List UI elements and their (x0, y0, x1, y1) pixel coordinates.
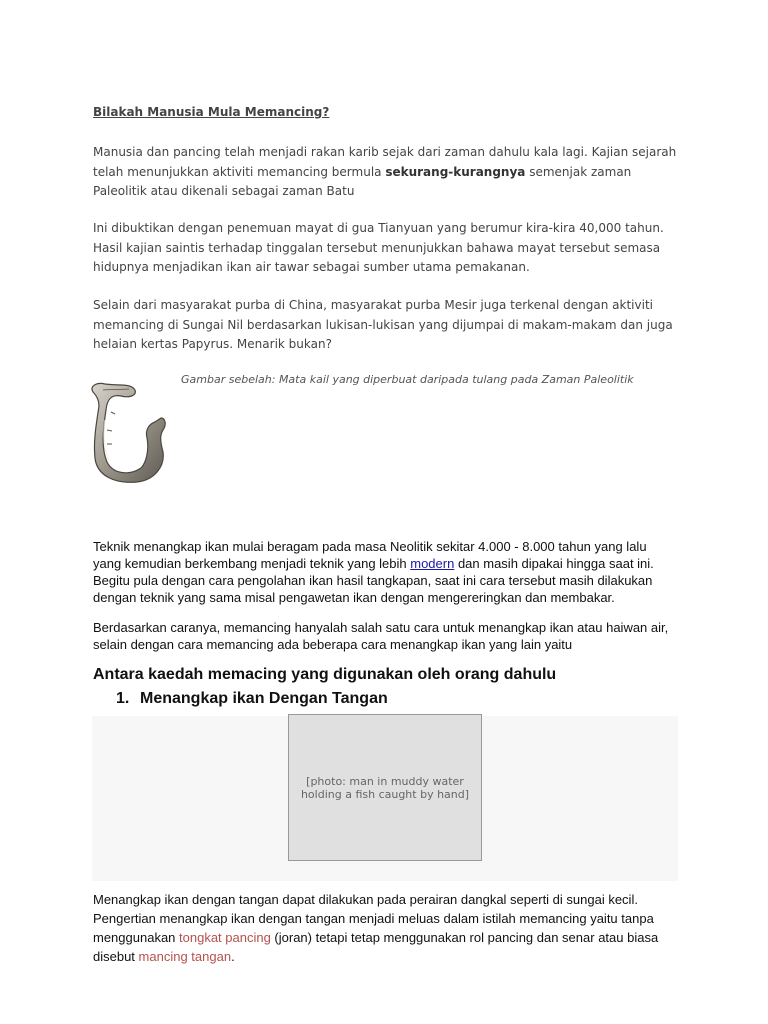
paragraph-1-text-b: semenjak zaman Paleolitik atau dikenali sebagai zaman Batu (93, 164, 632, 198)
paragraph-4-text-b: dan masih dipakai hingga saat ini. Begitu pula dengan cara pengolahan ikan hasil tangkapan, saat ini cara tersebut masih dilakukan dengan teknik yang sama misal pengawetan ikan dengan mengereringkan dan membakar. (93, 556, 654, 605)
paragraph-5: Berdasarkan caranya, memancing hanyalah salah satu cara untuk menangkap ikan atau haiwan air, selain dengan cara memancing ada beberapa cara menangkap ikan yang lain yaitu (93, 620, 669, 652)
paragraph-4 (93, 538, 663, 606)
bone-hook-image (85, 380, 170, 485)
bone-hook-icon (85, 380, 170, 485)
section-heading: Antara kaedah memacing yang digunakan oleh orang dahulu (93, 666, 557, 683)
image-caption: Gambar sebelah: Mata kail yang diperbuat daripada tulang pada Zaman Paleolitik (181, 373, 634, 386)
list-item (116, 690, 388, 708)
list-number: 1. (116, 690, 130, 707)
paragraph-3: Selain dari masyarakat purba di China, masyarakat purba Mesir juga terkenal dengan aktiviti memancing di Sungai Nil berdasarkan lukisan-lukisan yang dijumpai di makam-makam dan juga helaian kertas Papyrus. Menarik bukan? (93, 298, 673, 351)
mancing-tangan-link[interactable]: mancing tangan (138, 949, 232, 964)
paragraph-1-bold: sekurang-kurangnya (385, 164, 526, 179)
article-title: Bilakah Manusia Mula Memancing? (93, 105, 330, 119)
paragraph-4-text-a: Teknik menangkap ikan mulai beragam pada masa Neolitik sekitar 4.000 - 8.000 tahun yang lalu yang kemudian berkembang menjadi teknik yang lebih (93, 539, 647, 571)
paragraph-2: Ini dibuktikan dengan penemuan mayat di gua Tianyuan yang berumur kira-kira 40,000 tahun. Hasil kajian saintis terhadap tinggalan tersebut menunjukkan bahawa mayat tersebut semasa hidupnya menjadikan ikan air tawar sebagai sumber utama pemakanan. (93, 221, 664, 274)
paragraph-1-text-a: Manusia dan pancing telah menjadi rakan karib sejak dari zaman dahulu kala lagi. Kajian sejarah telah menunjukkan aktiviti memancing bermula (93, 145, 677, 179)
paragraph-6-text-c: . (231, 949, 235, 964)
hand-fishing-photo: [photo: man in muddy water holding a fish caught by hand] (288, 714, 482, 861)
paragraph-6 (93, 890, 673, 966)
tongkat-pancing-link[interactable]: tongkat pancing (179, 930, 271, 945)
paragraph-6-text-a: Menangkap ikan dengan tangan dapat dilakukan pada perairan dangkal seperti di sungai kecil. Pengertian menangkap ikan dengan tangan menjadi meluas dalam istilah memancing yaitu tanpa menggunakan (93, 892, 654, 945)
modern-link[interactable]: modern (410, 556, 455, 571)
list-item-label: Menangkap ikan Dengan Tangan (140, 690, 388, 707)
paragraph-1 (93, 143, 683, 202)
paragraph-6-text-b: (joran) tetapi tetap menggunakan rol pancing dan senar atau biasa disebut (93, 930, 659, 964)
